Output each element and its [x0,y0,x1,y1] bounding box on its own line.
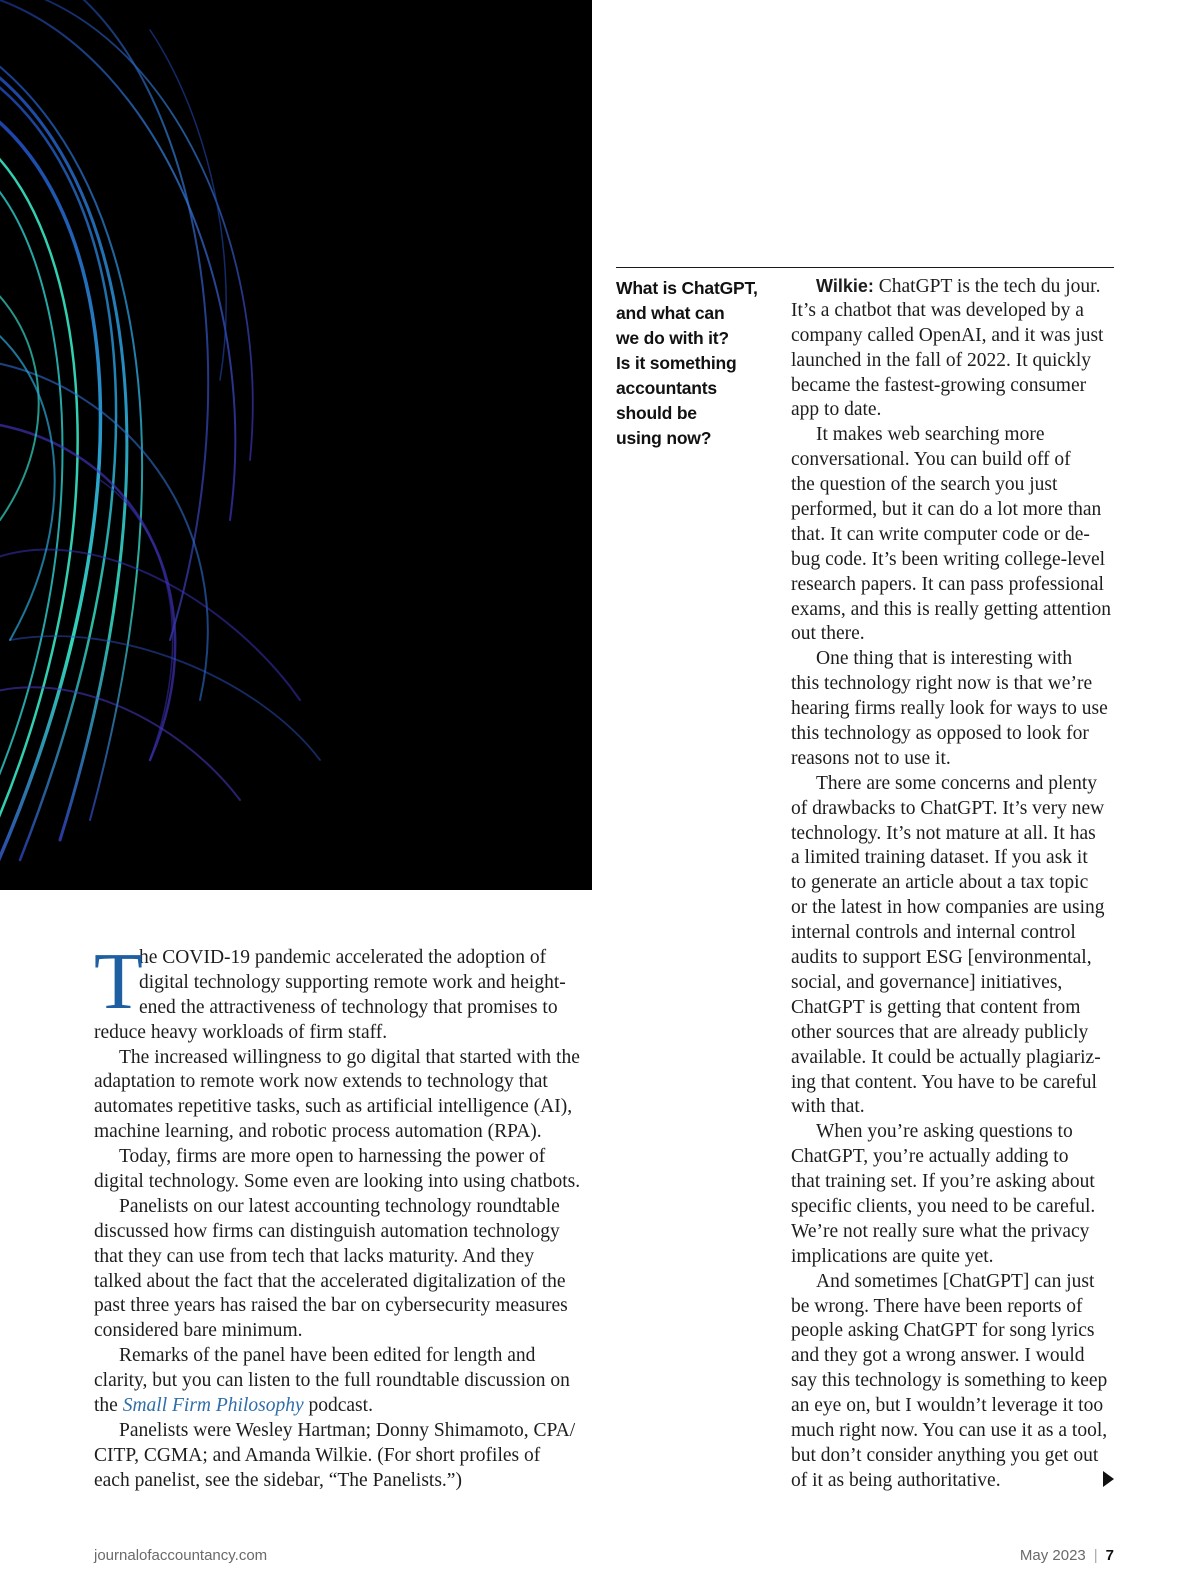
answer-line: research papers. It can pass professional [791,573,1104,595]
answer-first-text: ChatGPT is the tech du jour. [878,276,1101,297]
answer-line: an eye on, but I wouldn’t leverage it too [791,1395,1104,1417]
answer-line: It’s a chatbot that was developed by a [791,299,1084,321]
answer-line: ing that content. You have to be careful [791,1071,1097,1093]
answer-line: to generate an article about a tax topic [791,872,1089,894]
intro-line: digital technology supporting remote work and height- [139,971,566,993]
answer-line: say this technology is something to keep [791,1370,1108,1392]
answer-line: launched in the fall of 2022. It quickly [791,349,1092,371]
answer-line: that training set. If you’re asking about [791,1171,1095,1193]
question-rule [616,267,1114,268]
intro-line: machine learning, and robotic process automation (RPA). [94,1121,542,1143]
question-line: and what can [616,303,725,323]
intro-line: that they can use from tech that lacks maturity. And they [94,1245,535,1267]
question-line: accountants [616,378,717,398]
intro-line: adaptation to remote work now extends to technology that [94,1071,548,1093]
page-number: 7 [1105,1547,1114,1564]
answer-line: bug code. It’s been writing college-level [791,548,1106,570]
answer-line: There are some concerns and plenty [816,772,1097,794]
answer-line: of it as being authoritative. [791,1469,1001,1491]
answer-line: became the fastest-growing consumer [791,374,1087,396]
intro-line: digital technology. Some even are looking into using chatbots. [94,1171,581,1193]
intro-column [94,938,594,1494]
answer-line: people asking ChatGPT for song lyrics [791,1320,1095,1342]
answer-line: exams, and this is really getting attention [791,598,1112,620]
answer-line: specific clients, you need to be careful. [791,1195,1096,1217]
question-line: we do with it? [616,328,729,348]
answer-line: When you’re asking questions to [816,1121,1073,1143]
answer-line: ChatGPT is getting that content from [791,996,1081,1018]
question-line: should be [616,403,697,423]
answer-line: hearing firms really look for ways to use [791,698,1108,720]
footer-issue [1020,1547,1114,1564]
answer-line: internal controls and internal control [791,922,1076,944]
intro-line: past three years has raised the bar on cybersecurity measures [94,1295,568,1317]
intro-line: automates repetitive tasks, such as artificial intelligence (AI), [94,1096,573,1118]
answer-line: or the latest in how companies are using [791,897,1105,919]
answer-line: much right now. You can use it as a tool, [791,1419,1108,1441]
answer-line: this technology right now is that we’re [791,673,1093,695]
answer-line: out there. [791,623,865,645]
answer-line: performed, but it can do a lot more than [791,499,1102,521]
continue-arrow-icon [1103,1471,1114,1487]
answer-line: technology. It’s not mature at all. It has [791,822,1096,844]
answer-line: audits to support ESG [environmental, [791,947,1092,969]
answer-line: that. It can write computer code or de- [791,523,1090,545]
answer-line: It makes web searching more [816,424,1045,446]
light-trails-image [0,0,592,890]
answer-line: available. It could be actually plagiariz- [791,1046,1101,1068]
answer-line: of drawbacks to ChatGPT. It’s very new [791,797,1105,819]
answer-line: And sometimes [ChatGPT] can just [816,1270,1095,1292]
podcast-link[interactable]: Small Firm Philosophy [122,1395,304,1417]
intro-line: ened the attractiveness of technology that promises to [139,996,558,1018]
question-line: What is ChatGPT, [616,278,758,298]
intro-line: each panelist, see the sidebar, “The Panelists.”) [94,1469,462,1491]
answer-line: We’re not really sure what the privacy [791,1220,1090,1242]
answer-line: a limited training dataset. If you ask it [791,847,1088,869]
question-line: Is it something [616,353,737,373]
answer-line: reasons not to use it. [791,747,951,769]
speaker-name: Wilkie: [816,276,874,296]
drop-cap: T [94,938,143,1026]
footer-website[interactable]: journalofaccountancy.com [94,1547,268,1564]
answer-line: be wrong. There have been reports of [791,1295,1083,1317]
question-line: using now? [616,428,712,448]
answer-column [791,274,1121,1494]
intro-line: reduce heavy workloads of firm staff. [94,1021,388,1043]
intro-line: talked about the fact that the accelerated digitalization of the [94,1270,566,1292]
intro-line: he COVID-19 pandemic accelerated the adoption of [139,947,547,968]
answer-line: and they got a wrong answer. I would [791,1345,1085,1367]
intro-line: Panelists on our latest accounting technology roundtable [119,1195,560,1217]
intro-line: The increased willingness to go digital that started with the [119,1046,580,1068]
intro-podcast-line [94,1394,594,1419]
intro-line: Remarks of the panel have been edited for length and [119,1345,536,1367]
issue-date: May 2023 [1019,1547,1086,1564]
answer-line: company called OpenAI, and it was just [791,324,1104,346]
answer-line: implications are quite yet. [791,1245,994,1267]
podcast-prefix: the [94,1395,123,1417]
answer-first-line [791,274,1121,299]
intro-line: considered bare minimum. [94,1320,303,1342]
answer-line: with that. [791,1096,865,1118]
hero-image [0,0,592,890]
answer-line: other sources that are already publicly [791,1021,1089,1043]
answer-line: ChatGPT, you’re actually adding to [791,1146,1069,1168]
footer-separator: | [1093,1547,1098,1564]
answer-line: app to date. [791,399,882,421]
answer-line: One thing that is interesting with [816,648,1073,670]
intro-line: Today, firms are more open to harnessing the power of [119,1146,546,1168]
answer-line: the question of the search you just [791,474,1058,496]
intro-line: Panelists were Wesley Hartman; Donny Shimamoto, CPA/ [119,1419,576,1441]
intro-line: discussed how firms can distinguish automation technology [94,1220,560,1242]
answer-line: this technology as opposed to look for [791,723,1089,745]
answer-line: but don’t consider anything you get out [791,1444,1099,1466]
answer-line: social, and governance] initiatives, [791,971,1063,993]
intro-line: CITP, CGMA; and Amanda Wilkie. (For short profiles of [94,1444,541,1466]
interview-question [616,276,766,451]
podcast-suffix: podcast. [303,1395,373,1417]
intro-line: clarity, but you can listen to the full roundtable discussion on [94,1370,570,1392]
answer-line: conversational. You can build off of [791,449,1071,471]
